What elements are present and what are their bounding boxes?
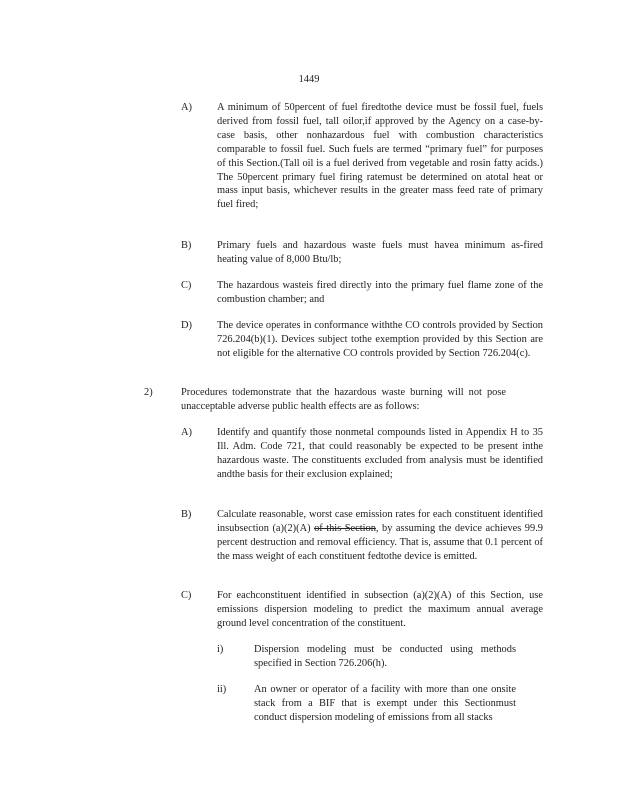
clause-text: An owner or operator of a facility with more than one onsite stack from a BIF that is exempt under this Sectionmust conduct dispersion modeling of emissions from all stacks: [254, 684, 516, 723]
clause-label: i): [217, 644, 224, 655]
clause-label: ii): [217, 684, 227, 695]
subsection-label: A): [181, 427, 192, 438]
subsection-label: B): [181, 240, 192, 251]
subsection-text: The hazardous wasteis fired directly into the primary fuel flame zone of the combustion chamber; and: [217, 280, 543, 305]
clause-text: Dispersion modeling must be conducted using methods specified in Section 726.206(h).: [254, 644, 516, 669]
subsection-text: The device operates in conformance withthe CO controls provided by Section 726.204(b)(1). Devices subject tothe exemption provided by this Section are not eligible for the alternative CO controls provided by Section 726.204(c).: [217, 320, 543, 359]
subsection-label: A): [181, 102, 192, 113]
struck-text: of this Section: [314, 522, 376, 534]
subsection-label: D): [181, 320, 192, 331]
subsection-label: C): [181, 590, 192, 601]
text-segment: Calculate reasonable, worst case emission rates for each constituent identified insubsection (a)(2)(A): [217, 509, 543, 534]
subsection-text: A minimum of 50percent of fuel firedtothe device must be fossil fuel, fuels derived from fossil fuel, tall oilor,if approved by the Agency on a case-by-case basis, other nonhazardous fuel with combustion characteristics comparable to fossil fuel. Such fuels are termed “primary fuel” for purposes of this Section.(Tall oil is a fuel derived from vegetable and rosin fatty acids.) The 50percent primary fuel firing ratemust be determined on atotal heat or mass input basis, whichever results in the greater mass feed rate of primary fuel fired;: [217, 102, 543, 211]
subsection-label: B): [181, 509, 192, 520]
subsection-text: Procedures todemonstrate that the hazardous waste burning will not pose unacceptable adverse public health effects are as follows:: [181, 387, 506, 412]
subsection-label: C): [181, 280, 192, 291]
subsection-text: Identify and quantify those nonmetal compounds listed in Appendix H to 35 Ill. Adm. Code 721, that could reasonably be expected to be present inthe hazardous waste. The constituents excluded from analysis must be identified andthe basis for their exclusion explained;: [217, 427, 543, 480]
page-number: 1449: [298, 74, 320, 85]
subsection-label: 2): [144, 387, 153, 398]
text-segment: , by assuming the device achieves 99.9 percent destruction and removal efficiency. That is, assume that 0.1 percent of the mass weight of each constituent fedtothe device is emitted.: [217, 522, 543, 562]
subsection-text: Primary fuels and hazardous waste fuels must havea minimum as-fired heating value of 8,000 Btu/lb;: [217, 240, 543, 265]
subsection-text: [217, 508, 543, 564]
subsection-text: For eachconstituent identified in subsection (a)(2)(A) of this Section, use emissions dispersion modeling to predict the maximum annual average ground level concentration of the constituent.: [217, 590, 543, 629]
